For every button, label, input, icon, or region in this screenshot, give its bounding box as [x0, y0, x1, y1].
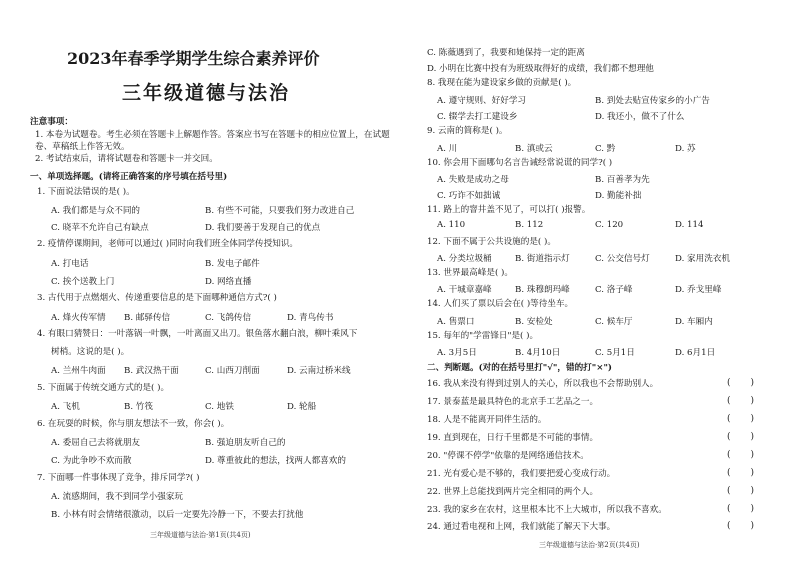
option: A. 打电话	[51, 259, 89, 269]
option: C. 陈薇遇到了，我要和她保持一定的距离	[427, 48, 585, 58]
note-line: 2. 考试结束后，请将试题卷和答题卡一并交回。	[35, 154, 218, 164]
option: B. 4月10日	[515, 348, 561, 358]
answer-blank[interactable]: ( )	[727, 432, 755, 442]
question: 15. 每年的"学雷锋日"是( )。	[427, 331, 539, 341]
option: C. 地铁	[205, 402, 234, 412]
option: C. 为此争吵不欢而散	[51, 456, 132, 466]
option: A. 烽火传军情	[51, 313, 106, 323]
option: A. 飞机	[51, 402, 80, 412]
option: A. 110	[437, 220, 466, 230]
judgment-item: 20. "停课不停学"依靠的是网络通信技术。	[427, 451, 589, 461]
option: D. 我还小，做不了什么	[595, 112, 685, 122]
option: D. 勤能补拙	[595, 191, 642, 201]
judgment-item: 19. 直到现在，日行千里都是不可能的事情。	[427, 433, 599, 443]
option: B. 到处去贴宣传家乡的小广告	[595, 96, 710, 106]
option: A. 我们都是与众不同的	[51, 206, 141, 216]
question: 14. 人们买了票以后会在( )等待坐车。	[427, 299, 574, 309]
question: 9. 云南的简称是( )。	[427, 126, 508, 136]
judgment-item: 16. 我从来没有得到过别人的关心，所以我也不会帮助别人。	[427, 379, 659, 389]
option: D. 青鸟传书	[287, 313, 334, 323]
option: C. 5月1日	[595, 348, 635, 358]
judgment-item: 18. 人是不能离开同伴生活的。	[427, 415, 547, 425]
notes-title: 注意事项：	[30, 117, 73, 127]
judgment-item: 22. 世界上总能找到两片完全相同的两个人。	[427, 487, 599, 497]
answer-blank[interactable]: ( )	[727, 468, 755, 478]
option: D. 网络直播	[205, 277, 252, 287]
note-line: 卷、草稿纸上作答无效。	[35, 142, 130, 152]
option: A. 售票口	[437, 317, 475, 327]
option: B. 百善孝为先	[595, 175, 650, 185]
question: 12. 下面不属于公共设施的是( )。	[427, 237, 556, 247]
option: B. 小林有时会情绪很激动，以后一定要先冷静一下，不要去打扰他	[51, 510, 304, 520]
option: D. 轮船	[287, 402, 317, 412]
question-cont: 树梢。这说的是( )。	[51, 347, 130, 357]
option: C. 黔	[595, 144, 616, 154]
judgment-item: 23. 我的家乡在农村，这里根本比不上大城市，所以我不喜欢。	[427, 505, 667, 515]
section-title: 二、判断题。(对的在括号里打"√"，错的打"×")	[427, 363, 612, 373]
question: 5. 下面属于传统交通方式的是( )。	[37, 383, 170, 393]
question: 10. 你会用下面哪句名言告诫经常说谎的同学?( )	[427, 158, 613, 168]
option: B. 有些不可能，只要我们努力改进自己	[205, 206, 355, 216]
option: C. 公交信号灯	[595, 254, 650, 264]
option: B. 112	[515, 220, 544, 230]
option: C. 晓苹不允许自己有缺点	[51, 223, 149, 233]
section-title: 一、单项选择题。(请将正确答案的序号填在括号里)	[30, 172, 228, 182]
question: 7. 下面哪一件事体现了竞争，排斥同学?( )	[37, 473, 200, 483]
option: D. 小明在比赛中投有为班级取得好的成绩，我们都不想理他	[427, 64, 654, 74]
question: 11. 路上的窨井盖不见了，可以打( )报警。	[427, 205, 591, 215]
option: A. 失败是成功之母	[437, 175, 509, 185]
option: C. 洛子峰	[595, 285, 633, 295]
option: C. 飞鸽传信	[205, 313, 252, 323]
answer-blank[interactable]: ( )	[727, 396, 755, 406]
judgment-item: 24. 通过看电视和上网，我们就能了解天下大事。	[427, 522, 616, 532]
option: A. 干城章嘉峰	[437, 285, 492, 295]
question: 2. 疫情停课期间，老师可以通过( )同时向我们班全体同学传授知识。	[37, 239, 298, 249]
question: 4. 有眼口猜赞日：一叶落锅一叶飘，一叶离面又出刀。银鱼落水翻白浪，柳叶乘风下	[37, 329, 358, 339]
option: B. 发电子邮件	[205, 259, 260, 269]
option: A. 3月5日	[437, 348, 477, 358]
question: 1. 下面说法错误的是( )。	[37, 187, 135, 197]
answer-blank[interactable]: ( )	[727, 486, 755, 496]
option: D. 我们要善于发现自己的优点	[205, 223, 321, 233]
question: 3. 古代用于点燃烟火、传递重要信息的是下面哪种通信方式?( )	[37, 293, 277, 303]
question: 6. 在玩耍的时候，你与朋友想法不一致，你会( )。	[37, 419, 230, 429]
judgment-item: 17. 景泰蓝是最具特色的北京手工艺品之一。	[427, 397, 599, 407]
option: B. 竹筏	[124, 402, 153, 412]
answer-blank[interactable]: ( )	[727, 414, 755, 424]
option: C. 候车厅	[595, 317, 633, 327]
judgment-item: 21. 光有爱心是不够的，我们要把爱心变成行动。	[427, 469, 616, 479]
option: A. 委屈自己去将就朋友	[51, 438, 141, 448]
answer-blank[interactable]: ( )	[727, 504, 755, 514]
option: C. 120	[595, 220, 624, 230]
option: D. 云南过桥米线	[287, 366, 351, 376]
page-footer: 三年级道德与法治·第2页(共4页)	[539, 541, 640, 549]
option: B. 滇或云	[515, 144, 553, 154]
option: A. 流感期间，我不到同学小强家玩	[51, 492, 183, 502]
answer-blank[interactable]: ( )	[727, 521, 755, 531]
option: A. 遵守规则、好好学习	[437, 96, 527, 106]
option: C. 辍学去打工建设乡	[437, 112, 518, 122]
question: 13. 世界最高峰是( )。	[427, 268, 513, 278]
page-right	[397, 0, 794, 561]
option: C. 巧诈不如拙诚	[437, 191, 501, 201]
option: C. 挨个送教上门	[51, 277, 115, 287]
option: D. 6月1日	[675, 348, 716, 358]
option: B. 武汉热干面	[124, 366, 179, 376]
option: B. 邮驿传信	[124, 313, 171, 323]
option: A. 分类垃圾桶	[437, 254, 492, 264]
option: D. 苏	[675, 144, 696, 154]
answer-blank[interactable]: ( )	[727, 450, 755, 460]
option: B. 强迫朋友听自己的	[205, 438, 286, 448]
option: B. 珠穆朗玛峰	[515, 285, 570, 295]
option: C. 山西刀削面	[205, 366, 260, 376]
note-line: 1. 本卷为试题卷。考生必须在答题卡上解题作答。答案应书写在答题卡的相应位置上，在试题	[35, 130, 390, 140]
question: 8. 我现在能为建设家乡做的贡献是( )。	[427, 78, 577, 88]
exam-subtitle: 三年级道德与法治	[122, 82, 291, 104]
option: D. 尊重彼此的想法，找两人都喜欢的	[205, 456, 346, 466]
option: D. 114	[675, 220, 704, 230]
exam-title: 2023年春季学期学生综合素养评价	[67, 49, 320, 68]
answer-blank[interactable]: ( )	[727, 378, 755, 388]
option: D. 乔戈里峰	[675, 285, 722, 295]
option: B. 安检处	[515, 317, 553, 327]
option: D. 车厢内	[675, 317, 713, 327]
option: A. 川	[437, 144, 458, 154]
option: B. 街道指示灯	[515, 254, 570, 264]
option: D. 家用洗衣机	[675, 254, 731, 264]
page-footer: 三年级道德与法治·第1页(共4页)	[150, 531, 251, 539]
option: A. 兰州牛肉面	[51, 366, 106, 376]
